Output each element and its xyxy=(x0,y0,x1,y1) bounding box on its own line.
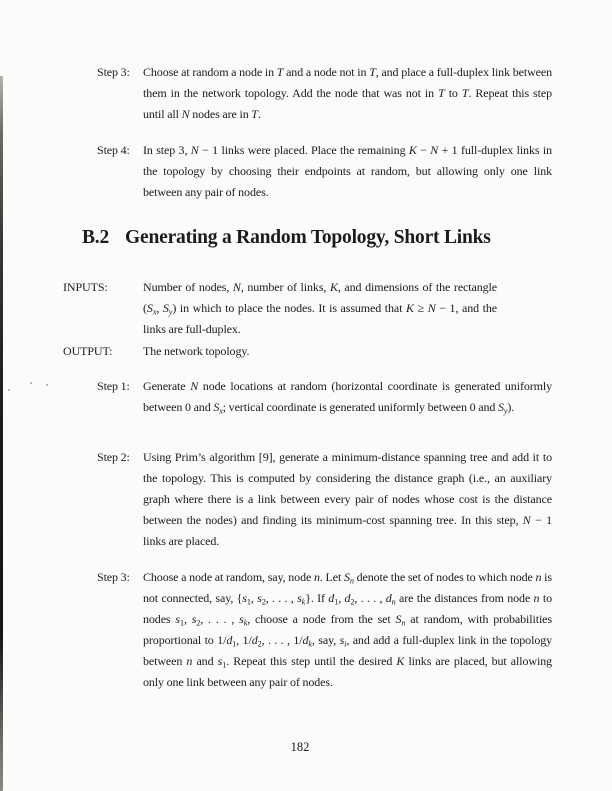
inputs-label: INPUTS: xyxy=(63,280,108,294)
output-label: OUTPUT: xyxy=(63,344,113,358)
section-heading xyxy=(82,224,491,252)
step-paragraph xyxy=(97,376,552,418)
step-paragraph xyxy=(97,447,552,552)
step-paragraph xyxy=(97,140,552,203)
output-paragraph xyxy=(63,341,497,362)
section-title: Generating a Random Topology, Short Links xyxy=(125,227,491,248)
scan-speck xyxy=(30,382,32,384)
step-text: Choose at random a node in T and a node not in T, and place a full-duplex link between them in the network topology. Add the node that was not in T to T. Repeat this step until all N nodes are in T. xyxy=(143,65,553,121)
step-label: Step 2: xyxy=(97,450,130,464)
step-text: Choose a node at random, say, node n. Let $S_n$ denote the set of nodes to which node n is not connected, say, {$s_1$, $s_2$, . . . , $s_k$}. If $d_1$, $d_2$, . . . , $d_n$ are the distances from node n to nodes $s_1$, $s_2$, . . . , $s_k$, choose a node from the set $S_n$ at random, with probabilities proportional to $1/d_1$, $1/d_2$, . . . , $1/d_k$, say, $s_i$, and add a full-duplex link in the topology between n and $s_1$. Repeat this step until the desired K links are placed, but allowing only one link between any pair of nodes. xyxy=(143,570,553,689)
step-label: Step 1: xyxy=(97,379,130,393)
page-number: 182 xyxy=(290,740,310,754)
step-label: Step 4: xyxy=(97,143,130,157)
inputs-text: Number of nodes, N, number of links, K, and dimensions of the rectangle ($S_x$, $S_y$) in which to place the nodes. It is assumed that K ≥ N − 1, and the links are full-duplex. xyxy=(143,280,498,336)
step-paragraph xyxy=(97,567,552,692)
section-number: B.2 xyxy=(82,227,110,248)
output-text: The network topology. xyxy=(143,344,250,358)
inputs-paragraph xyxy=(63,277,497,340)
scan-speck xyxy=(46,384,48,386)
step-label: Step 3: xyxy=(97,65,130,79)
step-paragraph xyxy=(97,62,552,125)
step-text: Generate N node locations at random (horizontal coordinate is generated uniformly between 0 and $S_x$; vertical coordinate is generated uniformly between 0 and $S_y$). xyxy=(143,379,553,416)
step-text: Using Prim’s algorithm [9], generate a minimum-distance spanning tree and add it to the topology. This is computed by considering the distance graph (i.e., an auxiliary graph where there is a link between every pair of nodes whose cost is the distance between the nodes) and finding its minimum-cost spanning tree. In this step, N − 1 links are placed. xyxy=(143,450,552,548)
scan-speck xyxy=(8,389,10,391)
step-label: Step 3: xyxy=(97,570,130,584)
scan-edge-artifact xyxy=(0,76,3,791)
step-text: In step 3, N − 1 links were placed. Place the remaining K − N + 1 full-duplex links in the topology by choosing their endpoints at random, but allowing only one link between any pair of nodes. xyxy=(143,143,552,199)
